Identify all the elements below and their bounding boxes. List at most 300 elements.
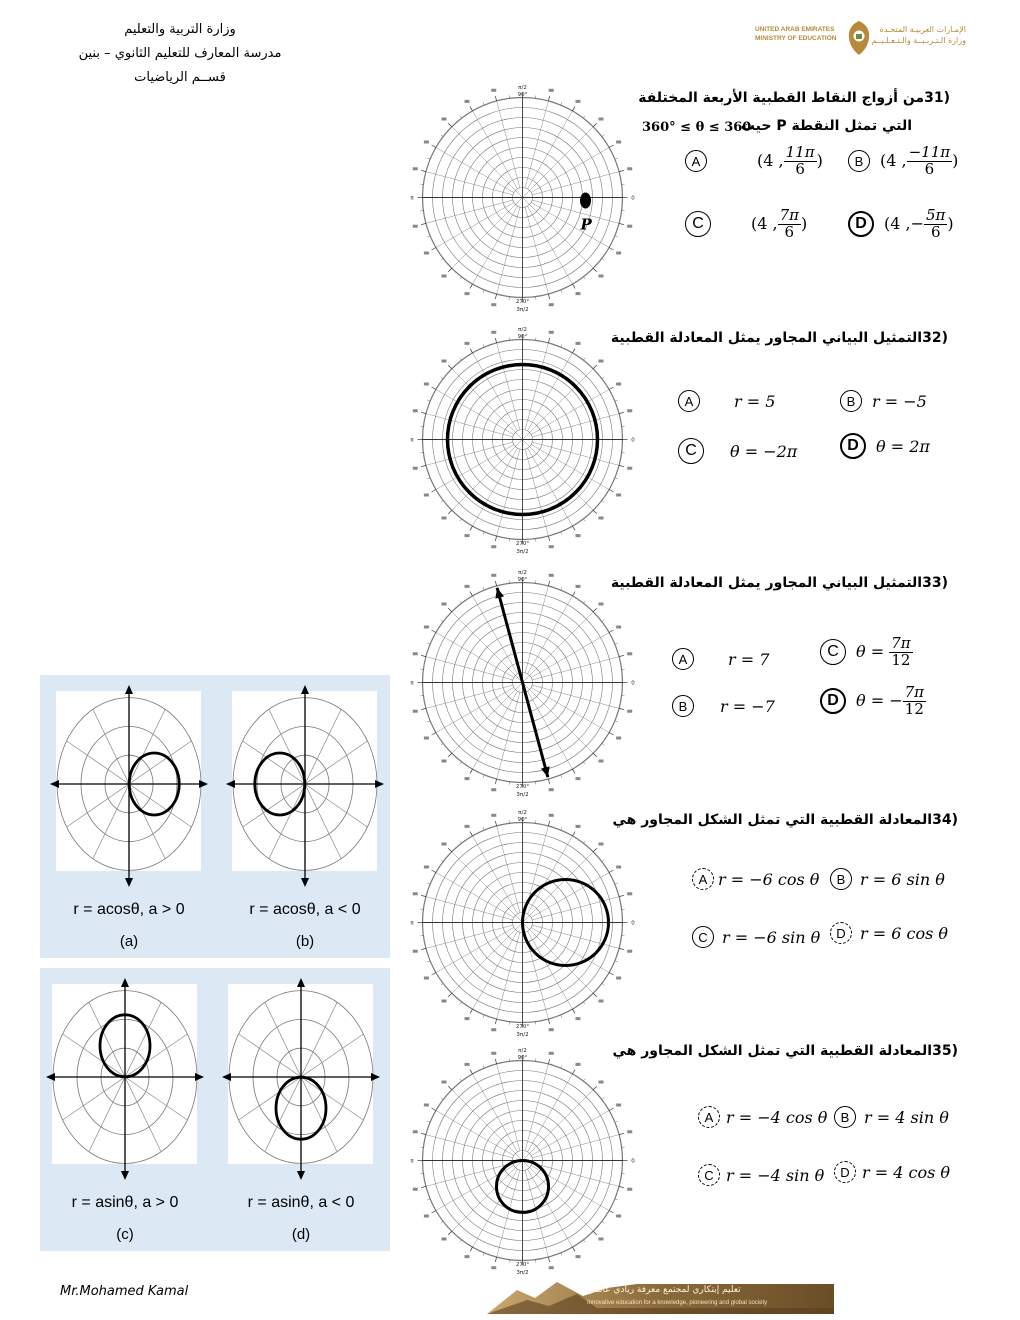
angle-label-mark (549, 303, 554, 306)
grid-minor-tick (441, 620, 443, 622)
angle-label-mark (413, 167, 418, 170)
grid-tick (470, 1070, 473, 1074)
point-p-marker (580, 193, 591, 209)
grid-minor-tick (460, 601, 462, 603)
angle-label-mark (616, 866, 621, 869)
ref-arrow-right (375, 780, 384, 788)
angle-label-mark (413, 467, 418, 470)
grid-minor-tick (483, 1065, 484, 1068)
ref-caption-a: r = acosθ, a > 0 (73, 901, 185, 918)
grid-tick (593, 753, 597, 757)
grid-minor-tick (583, 1002, 585, 1004)
grid-minor-tick (602, 135, 604, 137)
grid-tick (593, 123, 597, 127)
grid-tick (593, 510, 597, 514)
ref-arrow-right (195, 1073, 204, 1081)
q33-option-d[interactable]: D θ = − $\frac{7\pi}{12}$ (820, 685, 926, 718)
angle-label-mark (549, 574, 554, 577)
angle-label: π/2 (518, 810, 527, 816)
angle-label-mark (576, 585, 581, 588)
angle-label-mark (627, 409, 632, 412)
q31-option-d[interactable]: D (4 ,− $\frac{5\pi}{6}$ ) (848, 208, 954, 241)
q31-title: (31من أزواج النقاط القطبية الأربعة المختلفة (638, 90, 950, 106)
banner-arabic: تعليم إبتكاري لمجتمع معرفة ريادي عالمي (587, 1285, 741, 1295)
angle-label-mark (616, 626, 621, 629)
grid-tick (421, 708, 426, 709)
angle-label: 90° (517, 1055, 528, 1061)
grid-tick (609, 387, 613, 390)
angle-label-mark (491, 1266, 496, 1269)
angle-label-mark (413, 1130, 418, 1133)
grid-tick (609, 490, 613, 493)
q34-option-c[interactable]: C r = −6 sin θ (692, 926, 820, 948)
grid-minor-tick (602, 377, 604, 379)
angle-label-mark (616, 737, 621, 740)
q32-option-a[interactable]: A r = 5 (678, 390, 775, 412)
ref-arrow-left (50, 780, 59, 788)
grid-tick (421, 170, 426, 171)
angle-label-mark (576, 342, 581, 345)
ref-graph-c (40, 972, 210, 1192)
ref-arrow-left (222, 1073, 231, 1081)
grid-minor-tick (427, 236, 430, 237)
grid-minor-tick (483, 1253, 484, 1256)
angle-label-mark (616, 1104, 621, 1107)
angle-label: 3π/2 (516, 1032, 529, 1038)
grid-tick (593, 268, 597, 272)
angle-label: π/2 (518, 327, 527, 333)
grid-tick (495, 779, 496, 784)
angle-label: 3π/2 (516, 1270, 529, 1276)
angle-label: 0 (631, 920, 635, 927)
grid-tick (548, 338, 549, 343)
polar-grid-q35 (405, 1043, 640, 1278)
grid-tick (495, 536, 496, 541)
banner-mountains-icon (487, 1278, 834, 1314)
grid-minor-tick (583, 116, 585, 118)
angle-label-mark (549, 545, 554, 548)
grid-minor-tick (561, 532, 562, 535)
angle-label-mark (442, 999, 447, 1002)
angle-label-mark (549, 788, 554, 791)
grid-tick (421, 1133, 426, 1134)
grid-tick (448, 848, 452, 852)
grid-tick (495, 581, 496, 586)
grid-tick (432, 1211, 436, 1214)
grid-tick (432, 145, 436, 148)
grid-tick (609, 733, 613, 736)
angle-label-mark (627, 225, 632, 228)
angle-label: π (410, 1158, 414, 1165)
angle-label-mark (616, 252, 621, 255)
angle-label-mark (442, 274, 447, 277)
angle-label-mark (465, 585, 470, 588)
reference-panel-sin (40, 968, 390, 1251)
grid-tick (573, 1247, 576, 1251)
grid-tick (619, 948, 624, 949)
angle-label-mark (549, 1266, 554, 1269)
polar-grid-q32 (405, 322, 640, 557)
grid-minor-tick (483, 102, 484, 105)
angle-label-mark (424, 252, 429, 255)
q35-title: (35المعادلة القطبية التي تمثل الشكل المجاور هي (612, 1043, 958, 1059)
q35-option-d[interactable]: D r = 4 cos θ (834, 1161, 950, 1183)
grid-minor-tick (561, 587, 562, 590)
angle-label-mark (491, 89, 496, 92)
grid-minor-tick (583, 519, 585, 521)
grid-tick (470, 1247, 473, 1251)
grid-tick (421, 1186, 426, 1187)
ref-arrow-down (121, 1171, 129, 1180)
q34-option-a[interactable]: A r = −6 cos θ (692, 868, 819, 890)
grid-tick (548, 294, 549, 299)
grid-tick (619, 223, 624, 224)
ref-arrow-right (371, 1073, 380, 1081)
logo-arabic: الإمـارات العربيـة المتحـدة وزارة الـتـربـيــة والـتـعـلـيــم (871, 25, 966, 45)
ref-label-b: (b) (295, 933, 315, 950)
grid-minor-tick (483, 1015, 484, 1018)
grid-tick (448, 753, 452, 757)
angle-label-mark (576, 534, 581, 537)
grid-tick (609, 1211, 613, 1214)
q33-title: (33التمثيل البياني المجاور يمثل المعادلة القطبية (610, 575, 948, 591)
angle-label-mark (465, 825, 470, 828)
grid-tick (609, 145, 613, 148)
angle-label-mark (465, 100, 470, 103)
grid-minor-tick (602, 983, 604, 985)
angle-label: 0 (631, 680, 635, 687)
angle-label-mark (413, 225, 418, 228)
grid-tick (593, 608, 597, 612)
angle-label-mark (598, 603, 603, 606)
grid-tick (573, 592, 576, 596)
angle-label-mark (598, 1237, 603, 1240)
grid-tick (421, 655, 426, 656)
grid-tick (593, 848, 597, 852)
grid-minor-tick (441, 743, 443, 745)
angle-label-mark (549, 1028, 554, 1031)
angle-label-mark (424, 383, 429, 386)
grid-minor-tick (615, 236, 618, 237)
grid-minor-tick (460, 519, 462, 521)
angle-label-mark (424, 737, 429, 740)
q33-option-b[interactable]: B r = −7 (672, 695, 775, 717)
angle-label-mark (465, 342, 470, 345)
angle-label: 270° (515, 541, 530, 547)
grid-minor-tick (483, 290, 484, 293)
angle-label-mark (442, 516, 447, 519)
grid-tick (593, 365, 597, 369)
angle-label-mark (424, 1215, 429, 1218)
q33-option-c[interactable]: C θ = $\frac{7\pi}{12}$ (820, 636, 913, 669)
angle-label-mark (465, 1255, 470, 1258)
grid-tick (495, 1257, 496, 1262)
grid-tick (432, 248, 436, 251)
reference-panel-cos (40, 675, 390, 958)
grid-tick (432, 870, 436, 873)
angle-label: π (410, 680, 414, 687)
grid-tick (448, 608, 452, 612)
q31-option-b[interactable]: B (4 , $\frac{-11\pi}{6}$ ) (848, 145, 958, 178)
angle-label-mark (465, 292, 470, 295)
angle-label-mark (627, 467, 632, 470)
ref-arrow-left (46, 1073, 55, 1081)
angle-label-mark (465, 1017, 470, 1020)
grid-tick (470, 107, 473, 111)
angle-label-mark (549, 1052, 554, 1055)
angle-label-mark (598, 843, 603, 846)
ref-graph-a (44, 679, 214, 899)
grid-minor-tick (441, 1221, 443, 1223)
grid-tick (421, 948, 426, 949)
grid-tick (432, 733, 436, 736)
grid-tick (619, 465, 624, 466)
angle-label-mark (598, 999, 603, 1002)
grid-tick (573, 349, 576, 353)
grid-minor-tick (615, 1121, 618, 1122)
grid-tick (548, 1257, 549, 1262)
angle-label-mark (491, 1028, 496, 1031)
grid-minor-tick (441, 258, 443, 260)
angle-label-mark (413, 652, 418, 655)
author-name: Mr.Mohamed Kamal (60, 1284, 189, 1299)
grid-minor-tick (561, 775, 562, 778)
ref-arrow-up (121, 978, 129, 987)
grid-tick (619, 1133, 624, 1134)
angle-label-mark (598, 1081, 603, 1084)
angle-label: π (410, 920, 414, 927)
angle-label: π/2 (518, 570, 527, 576)
grid-tick (619, 655, 624, 656)
grid-tick (573, 284, 576, 288)
grid-tick (548, 536, 549, 541)
ref-arrow-left (226, 780, 235, 788)
q33-option-a[interactable]: A r = 7 (672, 648, 769, 670)
angle-label-mark (442, 1237, 447, 1240)
grid-minor-tick (441, 135, 443, 137)
q32-option-b[interactable]: B r = −5 (840, 390, 927, 412)
angle-label: 0 (631, 1158, 635, 1165)
grid-minor-tick (427, 400, 430, 401)
grid-minor-tick (583, 358, 585, 360)
angle-label-mark (424, 626, 429, 629)
angle-label-mark (598, 759, 603, 762)
angle-label: π/2 (518, 1048, 527, 1054)
grid-minor-tick (602, 500, 604, 502)
option-b-badge: B (848, 150, 870, 172)
grid-minor-tick (561, 827, 562, 830)
angle-label: 270° (515, 784, 530, 790)
angle-label: 270° (515, 1262, 530, 1268)
ref-label-c: (c) (116, 1226, 134, 1243)
grid-minor-tick (602, 860, 604, 862)
ministry-logo (755, 18, 970, 58)
angle-label-mark (627, 1130, 632, 1133)
grid-minor-tick (460, 1002, 462, 1004)
angle-label-mark (491, 814, 496, 817)
angle-label: 90° (517, 92, 528, 98)
grid-minor-tick (427, 721, 430, 722)
angle-label-mark (576, 825, 581, 828)
grid-minor-tick (583, 1240, 585, 1242)
grid-tick (448, 123, 452, 127)
footer-banner (487, 1278, 834, 1314)
grid-tick (593, 1086, 597, 1090)
angle-label-mark (598, 274, 603, 277)
grid-tick (470, 769, 473, 773)
polar-grid-q34 (405, 805, 640, 1040)
angle-label-mark (424, 1104, 429, 1107)
grid-minor-tick (427, 1199, 430, 1200)
grid-tick (432, 1108, 436, 1111)
angle-label: 3π/2 (516, 549, 529, 555)
grid-tick (548, 96, 549, 101)
q34-option-b[interactable]: B r = 6 sin θ (830, 868, 945, 890)
polar-grid-lines (413, 89, 632, 306)
angle-label-mark (598, 118, 603, 121)
option-a-badge: A (685, 150, 707, 172)
grid-minor-tick (602, 743, 604, 745)
option-c-badge: C (685, 211, 711, 237)
grid-minor-tick (427, 883, 430, 884)
angle-label: 270° (515, 1024, 530, 1030)
angle-label: 270° (515, 299, 530, 305)
grid-minor-tick (441, 377, 443, 379)
angle-label-mark (491, 331, 496, 334)
school-name: مدرسة المعارف للتعليم الثانوي – بنين (78, 46, 282, 61)
q34-title: (34المعادلة القطبية التي تمثل الشكل المجاور هي (612, 812, 958, 828)
grid-minor-tick (615, 1199, 618, 1200)
grid-tick (495, 821, 496, 826)
angle-label-mark (576, 777, 581, 780)
angle-label-mark (576, 1255, 581, 1258)
angle-label-mark (598, 360, 603, 363)
angle-label: π (410, 437, 414, 444)
grid-minor-tick (427, 158, 430, 159)
angle-label-mark (616, 494, 621, 497)
ref-label-d: (d) (291, 1226, 311, 1243)
grid-tick (495, 338, 496, 343)
ref-arrow-up (125, 685, 133, 694)
grid-minor-tick (460, 1079, 462, 1081)
grid-tick (573, 1009, 576, 1013)
grid-tick (573, 526, 576, 530)
grid-tick (548, 1019, 549, 1024)
angle-label-mark (424, 866, 429, 869)
q35-option-a[interactable]: A r = −4 cos θ (698, 1106, 827, 1128)
grid-minor-tick (602, 258, 604, 260)
grid-minor-tick (483, 344, 484, 347)
grid-tick (573, 107, 576, 111)
q31-subtitle: التي تمثل النقطة P حيث (740, 118, 912, 134)
q31-option-c[interactable]: C (4 , $\frac{7\pi}{6}$ ) (685, 208, 807, 241)
q34-option-d[interactable]: D r = 6 cos θ (830, 922, 948, 944)
grid-minor-tick (615, 158, 618, 159)
angle-label-mark (576, 1063, 581, 1066)
angle-label-mark (616, 977, 621, 980)
grid-tick (448, 268, 452, 272)
ref-arrow-right (199, 780, 208, 788)
angle-label-mark (598, 516, 603, 519)
grid-minor-tick (460, 277, 462, 279)
grid-tick (421, 895, 426, 896)
q31-range: 360° ≤ θ ≤ 360 (642, 120, 752, 135)
grid-minor-tick (441, 1098, 443, 1100)
grid-minor-tick (441, 983, 443, 985)
grid-tick (609, 1108, 613, 1111)
ref-arrow-down (301, 878, 309, 887)
grid-tick (448, 510, 452, 514)
angle-label: π/2 (518, 85, 527, 91)
angle-label-mark (549, 331, 554, 334)
angle-label-mark (442, 1081, 447, 1084)
q32-option-c[interactable]: C θ = −2π (678, 438, 797, 464)
grid-minor-tick (561, 102, 562, 105)
q32-option-d[interactable]: D θ = 2π (840, 433, 930, 459)
grid-tick (432, 973, 436, 976)
q35-option-c[interactable]: C r = −4 sin θ (698, 1164, 824, 1186)
q35-option-b[interactable]: B r = 4 sin θ (834, 1106, 949, 1128)
grid-tick (470, 349, 473, 353)
grid-minor-tick (427, 1121, 430, 1122)
angle-label-mark (442, 759, 447, 762)
grid-minor-tick (483, 775, 484, 778)
angle-label-mark (576, 292, 581, 295)
grid-tick (470, 832, 473, 836)
grid-tick (619, 1186, 624, 1187)
grid-minor-tick (602, 1221, 604, 1223)
grid-minor-tick (427, 643, 430, 644)
angle-label-mark (413, 409, 418, 412)
grid-minor-tick (602, 1098, 604, 1100)
grid-minor-tick (427, 961, 430, 962)
angle-label-mark (413, 892, 418, 895)
angle-label-mark (627, 167, 632, 170)
grid-minor-tick (441, 860, 443, 862)
grid-minor-tick (583, 841, 585, 843)
angle-label: 90° (517, 817, 528, 823)
grid-minor-tick (483, 532, 484, 535)
grid-tick (495, 1059, 496, 1064)
angle-label-mark (576, 100, 581, 103)
grid-tick (619, 170, 624, 171)
grid-tick (548, 1059, 549, 1064)
ref-arrow-down (125, 878, 133, 887)
ref-caption-b: r = acosθ, a < 0 (249, 901, 361, 918)
grid-minor-tick (602, 620, 604, 622)
grid-minor-tick (583, 762, 585, 764)
q31-option-a[interactable]: A (4 , $\frac{11\pi}{6}$ ) (685, 145, 823, 178)
grid-minor-tick (483, 587, 484, 590)
grid-tick (495, 1019, 496, 1024)
grid-tick (609, 248, 613, 251)
angle-label-mark (627, 892, 632, 895)
grid-tick (593, 1231, 597, 1235)
grid-tick (619, 708, 624, 709)
grid-tick (548, 821, 549, 826)
angle-label-mark (465, 777, 470, 780)
grid-minor-tick (583, 277, 585, 279)
banner-english: Innovative education for a knowledge, pioneering and global society (587, 1300, 768, 1306)
grid-minor-tick (583, 601, 585, 603)
grid-minor-tick (427, 478, 430, 479)
grid-tick (432, 490, 436, 493)
angle-label-mark (491, 574, 496, 577)
school-header (60, 18, 300, 90)
angle-label-mark (616, 383, 621, 386)
grid-tick (421, 223, 426, 224)
angle-label-mark (424, 141, 429, 144)
